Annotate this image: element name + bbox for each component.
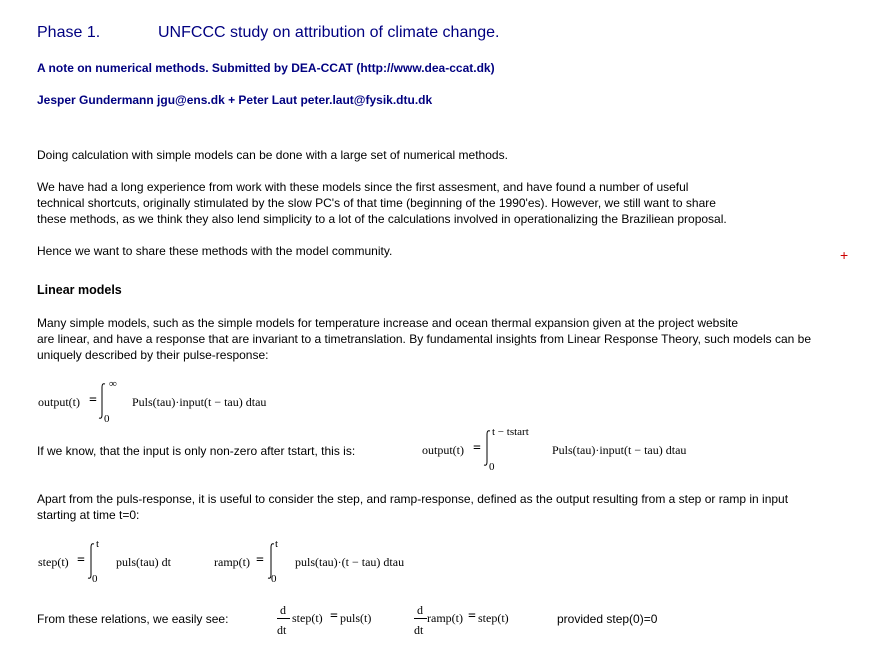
linear-paragraph-line-2: are linear, and have a response that are invariant to a timetranslation. By fundamental insights from Linear Response Theory, such models can be: [37, 332, 811, 346]
eq2-integrand: Puls(tau)·input(t − tau) dtau: [552, 443, 687, 457]
phase-label: Phase 1.: [37, 24, 101, 41]
d1-denominator: dt: [277, 623, 287, 637]
document-title: UNFCCC study on attribution of climate change.: [158, 24, 500, 41]
eq1-lower-limit: 0: [104, 413, 110, 425]
eq3-equals: =: [77, 553, 85, 568]
eq2-lower-limit: 0: [489, 461, 495, 473]
apart-paragraph-line-2: starting at time t=0:: [37, 508, 140, 522]
d2-fraction-bar: [414, 618, 427, 619]
eq4-lower-limit: 0: [271, 573, 277, 585]
d2-rhs: step(t): [478, 611, 509, 625]
provided-condition: provided step(0)=0: [557, 612, 658, 626]
eq2-lhs: output(t): [422, 443, 464, 457]
linear-paragraph-line-3: uniquely described by their pulse-response:: [37, 348, 269, 362]
intro-paragraph-2-line-3: these methods, as we think they also lend simplicity to a lot of the calculations involved in operationalizing the Braziliean proposal.: [37, 212, 727, 226]
linear-paragraph-line-1: Many simple models, such as the simple models for temperature increase and ocean thermal expansion given at the project website: [37, 316, 739, 330]
d1-expression: step(t): [292, 611, 323, 625]
d2-equals: =: [468, 609, 476, 624]
eq1-equals: =: [89, 393, 97, 408]
input-nonzero-text: If we know, that the input is only non-zero after tstart, this is:: [37, 444, 356, 458]
d1-fraction-bar: [277, 618, 290, 619]
relations-text: From these relations, we easily see:: [37, 612, 229, 626]
submission-note: A note on numerical methods. Submitted by DEA-CCAT (http://www.dea-ccat.dk): [37, 61, 495, 75]
eq2-equals: =: [473, 441, 481, 456]
d2-denominator: dt: [414, 623, 424, 637]
apart-paragraph-line-1: Apart from the puls-response, it is useful to consider the step, and ramp-response, defined as the output resulting from a step or ramp in input: [37, 492, 789, 506]
intro-paragraph-2-line-1: We have had a long experience from work with these models since the first assesment, and have found a number of useful: [37, 180, 689, 194]
eq1-upper-limit: ∞: [109, 378, 117, 390]
eq1-lhs: output(t): [38, 395, 80, 409]
authors-line: Jesper Gundermann jgu@ens.dk + Peter Laut peter.laut@fysik.dtu.dk: [37, 93, 433, 107]
d2-expression: ramp(t): [427, 611, 463, 625]
d1-numerator: d: [280, 603, 286, 617]
eq4-equals: =: [256, 553, 264, 568]
eq4-lhs: ramp(t): [214, 555, 250, 569]
section-heading-linear-models: Linear models: [37, 283, 122, 297]
eq1-integrand: Puls(tau)·input(t − tau) dtau: [132, 395, 267, 409]
eq3-integrand: puls(tau) dt: [116, 555, 171, 569]
crosshair-cursor-icon: +: [840, 247, 849, 263]
intro-paragraph-1: Doing calculation with simple models can be done with a large set of numerical methods.: [37, 148, 508, 162]
eq3-upper-limit: t: [96, 538, 100, 550]
d2-numerator: d: [417, 603, 423, 617]
eq4-upper-limit: t: [275, 538, 279, 550]
eq2-upper-limit: t − tstart: [492, 426, 529, 438]
d1-rhs: puls(t): [340, 611, 372, 625]
eq4-integrand: puls(tau)·(t − tau) dtau: [295, 555, 405, 569]
eq3-lhs: step(t): [38, 555, 69, 569]
intro-paragraph-2-line-2: technical shortcuts, originally stimulated by the slow PC's of that time (beginning of the 1990'es). However, we still want to share: [37, 196, 716, 210]
d1-equals: =: [330, 609, 338, 624]
eq3-lower-limit: 0: [92, 573, 98, 585]
intro-paragraph-3: Hence we want to share these methods with the model community.: [37, 244, 393, 258]
